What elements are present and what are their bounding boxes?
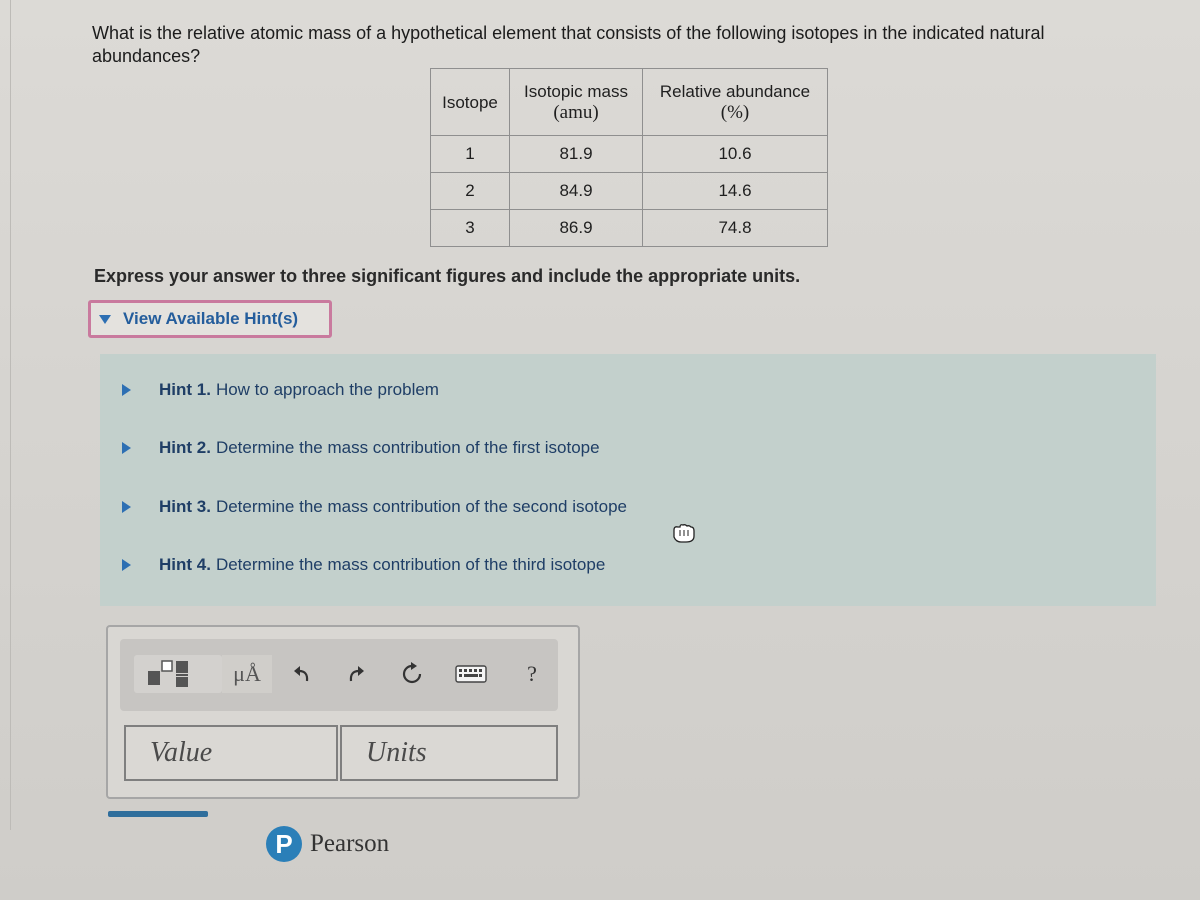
hint-item-1[interactable] [122, 380, 439, 400]
hint-number: Hint 2. [159, 438, 211, 457]
left-border-line [10, 0, 11, 830]
keyboard-icon [455, 664, 487, 684]
templates-button[interactable] [134, 655, 222, 693]
hint-number: Hint 1. [159, 380, 211, 399]
redo-button[interactable] [338, 655, 374, 693]
templates-icon [146, 659, 210, 689]
table-header-row [431, 69, 828, 136]
view-hints-label: View Available Hint(s) [123, 309, 299, 328]
help-button[interactable]: ? [527, 661, 537, 686]
pearson-logo-icon: P [266, 826, 302, 862]
view-hints-toggle[interactable] [88, 300, 332, 338]
isotope-table [430, 68, 828, 247]
cell-abundance: 10.6 [643, 136, 828, 173]
cell-isotope: 1 [431, 136, 510, 173]
units-button[interactable]: μÅ [222, 655, 272, 693]
reset-button[interactable] [392, 655, 432, 693]
header-relative-abundance [643, 69, 828, 136]
cell-abundance: 14.6 [643, 173, 828, 210]
submit-button[interactable] [108, 811, 208, 817]
pearson-logo [266, 826, 389, 862]
triangle-right-icon [122, 384, 131, 396]
instruction-text: Express your answer to three significant figures and include the appropriate units. [94, 266, 801, 286]
header-mass-unit: (amu) [553, 102, 599, 123]
hint-text: Determine the mass contribution of the second isotope [215, 497, 628, 516]
pearson-brand-text: Pearson [310, 830, 390, 857]
answer-box [106, 625, 580, 799]
header-mass-label: Isotopic mass [524, 82, 628, 101]
redo-icon [345, 663, 367, 685]
triangle-right-icon [122, 442, 131, 454]
hand-cursor-icon [670, 522, 698, 544]
cell-isotope: 2 [431, 173, 510, 210]
header-abundance-unit: (%) [720, 102, 750, 123]
header-abundance-label: Relative abundance [659, 82, 811, 101]
triangle-right-icon [122, 501, 131, 513]
hints-panel [100, 354, 1156, 606]
keyboard-button[interactable] [446, 655, 496, 693]
cell-mass: 81.9 [510, 136, 643, 173]
header-isotope [431, 69, 510, 136]
table-row [431, 136, 828, 173]
cell-abundance: 74.8 [643, 210, 828, 247]
undo-icon [291, 663, 313, 685]
table-row [431, 173, 828, 210]
answer-toolbar [120, 639, 558, 711]
table-row [431, 210, 828, 247]
hint-number: Hint 3. [159, 497, 211, 516]
units-input[interactable]: Units [340, 725, 558, 781]
hint-number: Hint 4. [159, 555, 211, 574]
cell-mass: 84.9 [510, 173, 643, 210]
value-input[interactable]: Value [124, 725, 338, 781]
hint-item-3[interactable] [122, 497, 627, 517]
reset-icon [400, 662, 424, 686]
header-isotopic-mass [510, 69, 643, 136]
hint-text: Determine the mass contribution of the third isotope [215, 555, 606, 574]
triangle-right-icon [122, 559, 131, 571]
undo-button[interactable] [284, 655, 320, 693]
cell-isotope: 3 [431, 210, 510, 247]
hint-text: How to approach the problem [215, 380, 439, 399]
hint-item-2[interactable] [122, 438, 600, 458]
question-text: What is the relative atomic mass of a hypothetical element that consists of the following isotopes in the indicated natural abundances? [92, 23, 1045, 66]
hint-text: Determine the mass contribution of the first isotope [215, 438, 600, 457]
header-isotope-label: Isotope [442, 92, 498, 112]
hint-item-4[interactable] [122, 555, 605, 575]
triangle-down-icon [99, 315, 111, 324]
cell-mass: 86.9 [510, 210, 643, 247]
